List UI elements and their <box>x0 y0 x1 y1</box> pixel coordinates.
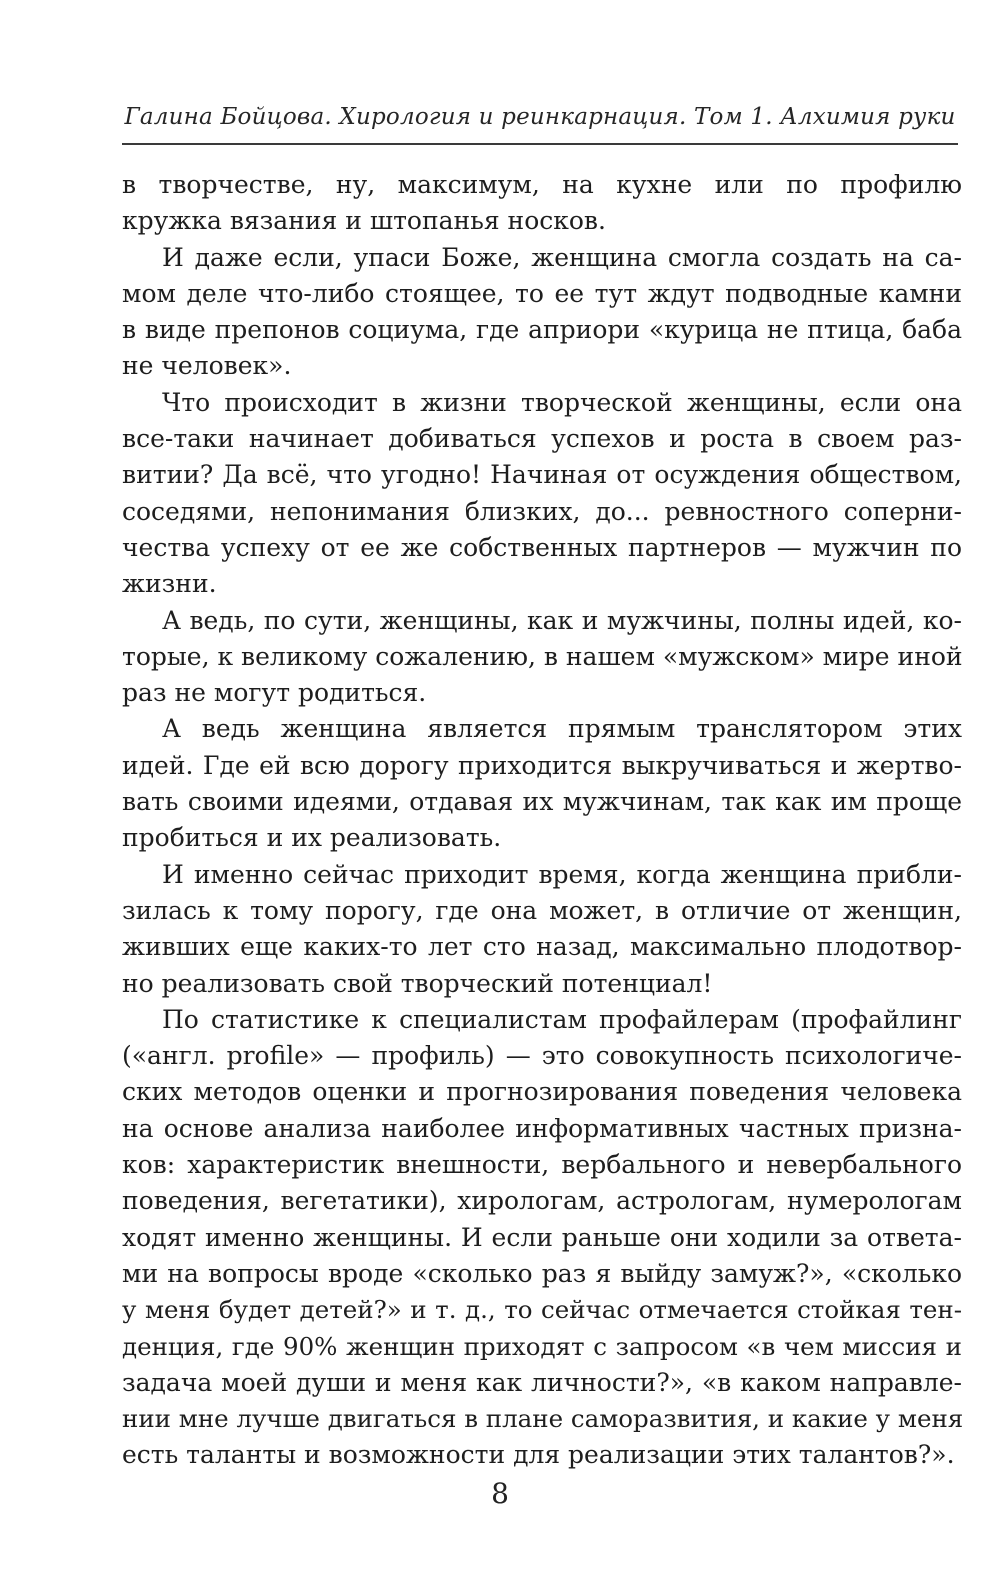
text-line: на основе анализа наиболее информативных частных призна- <box>122 1113 962 1143</box>
text-line: у меня будет детей?» и т. д., то сейчас отмечается стойкая тен- <box>122 1295 962 1325</box>
text-line: жизни. <box>122 569 217 599</box>
text-line: И именно сейчас приходит время, когда женщина прибли- <box>162 859 962 889</box>
text-line: кружка вязания и штопанья носков. <box>122 206 606 236</box>
text-line: ских методов оценки и прогнозирования поведения человека <box>122 1077 962 1107</box>
text-line: Что происходит в жизни творческой женщины, если она <box>162 387 962 417</box>
text-line: ков: характеристик внешности, вербального и невербального <box>122 1150 962 1180</box>
text-line: ми на вопросы вроде «сколько раз я выйду замуж?», «сколько <box>122 1258 962 1288</box>
text-line: вать своими идеями, отдавая их мужчинам, так как им проще <box>122 787 962 817</box>
text-line: чества успеху от ее же собственных партнеров — мужчин по <box>122 532 962 562</box>
text-line: не человек». <box>122 351 292 381</box>
text-line: все-таки начинает добиваться успехов и роста в своем раз- <box>122 424 962 454</box>
text-line: нии мне лучше двигаться в плане саморазвития, и какие у меня <box>122 1404 964 1434</box>
text-line: денция, где 90% женщин приходят с запросом «в чем миссия и <box>122 1331 962 1361</box>
text-line: поведения, вегетатики), хирологам, астрологам, нумерологам <box>122 1186 962 1216</box>
text-line: раз не могут родиться. <box>122 678 427 708</box>
text-line: витии? Да всё, что угодно! Начиная от осуждения обществом, <box>122 460 962 490</box>
text-line: живших еще каких-то лет сто назад, максимально плодотвор- <box>122 932 962 962</box>
text-line: А ведь, по сути, женщины, как и мужчины, полны идей, ко- <box>162 605 962 635</box>
header-rule <box>122 143 958 145</box>
text-line: А ведь женщина является прямым транслятором этих <box>162 714 962 744</box>
text-line: торые, к великому сожалению, в нашем «мужском» мире иной <box>122 641 963 671</box>
text-line: («англ. profile» — профиль) — это совокупность психологиче- <box>122 1041 962 1071</box>
text-line: задача моей души и меня как личности?», «в каком направле- <box>122 1367 962 1397</box>
text-line: соседями, непонимания близких, до... ревностного соперни- <box>122 496 962 526</box>
running-header: Галина Бойцова. Хирология и реинкарнация. Том 1. Алхимия руки <box>124 104 956 130</box>
text-line: ходят именно женщины. И если раньше они ходили за ответа- <box>122 1222 962 1252</box>
text-line: но реализовать свой творческий потенциал! <box>122 968 713 998</box>
text-line: в творчестве, ну, максимум, на кухне или по профилю <box>122 170 962 199</box>
text-line: пробиться и их реализовать. <box>122 823 502 853</box>
text-line: мом деле что-либо стоящее, то ее тут ждут подводные камни <box>122 278 962 308</box>
text-line: И даже если, упаси Боже, женщина смогла создать на са- <box>162 242 962 272</box>
text-line: По статистике к специалистам профайлерам (профайлинг <box>162 1004 962 1034</box>
text-line: зилась к тому порогу, где она может, в отличие от женщин, <box>122 895 962 925</box>
body-text <box>122 167 962 1474</box>
text-line: в виде препонов социума, где априори «курица не птица, баба <box>122 315 962 345</box>
text-line: есть таланты и возможности для реализации этих талантов?». <box>122 1440 955 1470</box>
page-number: 8 <box>491 1477 509 1510</box>
text-line: идей. Где ей всю дорогу приходится выкручиваться и жертво- <box>122 750 962 780</box>
